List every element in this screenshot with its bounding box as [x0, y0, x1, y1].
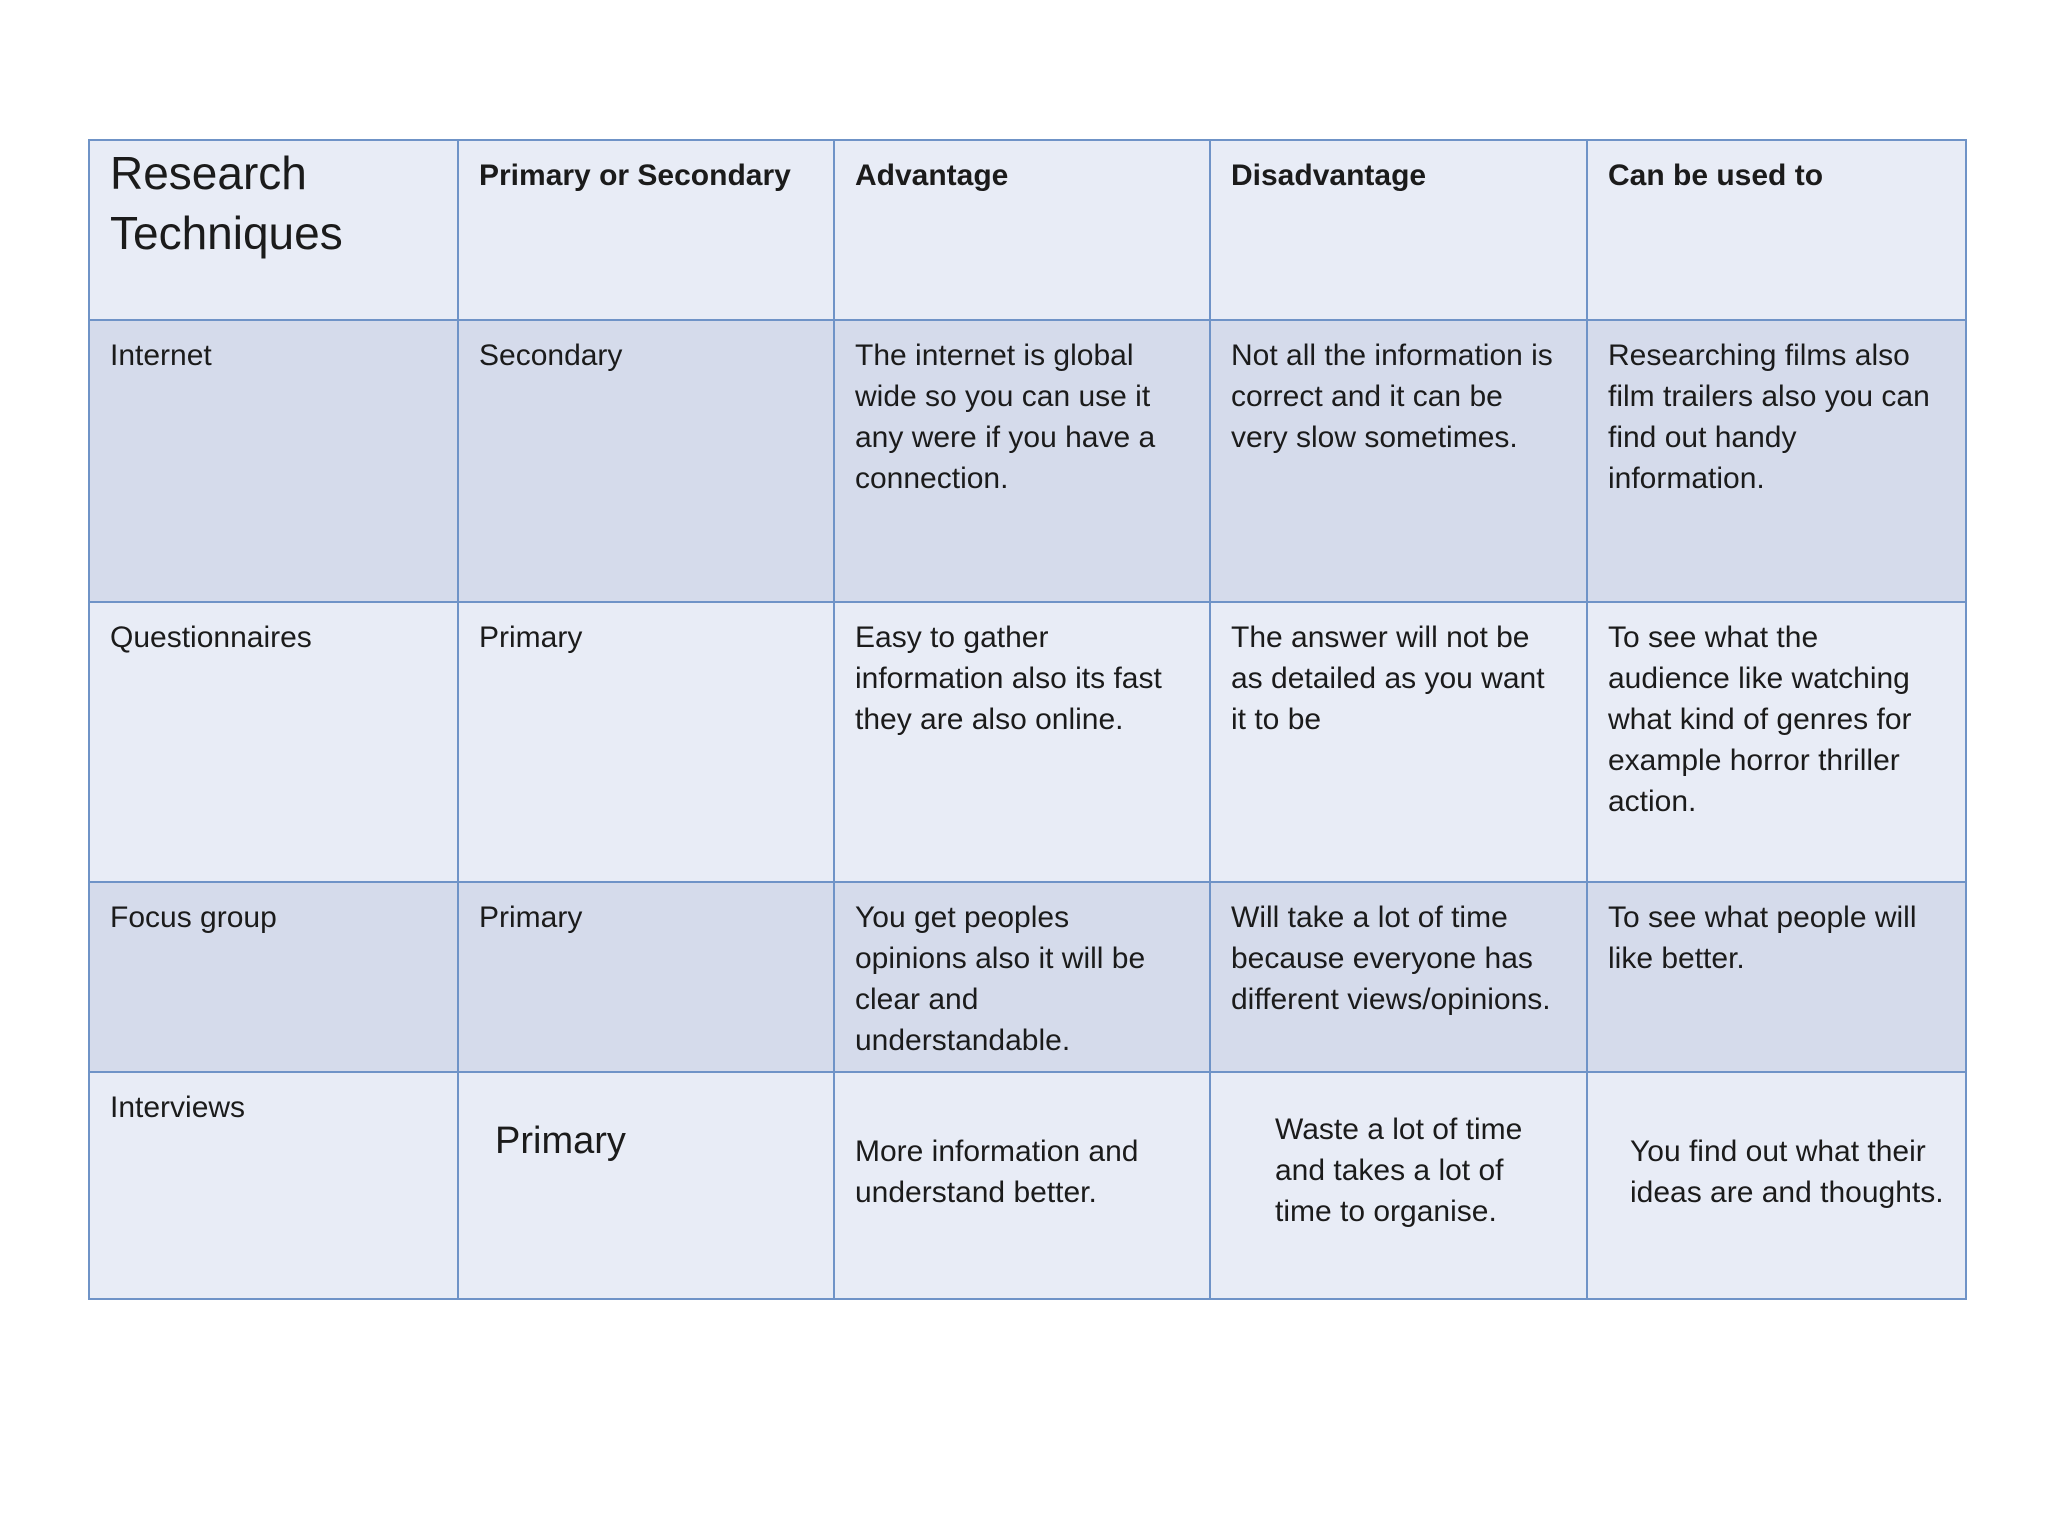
- technique-cell: Interviews: [89, 1072, 458, 1299]
- advantage-cell: You get peoples opinions also it will be clear and understandable.: [834, 882, 1210, 1072]
- document-page: [88, 139, 1965, 1289]
- type-cell: Primary: [458, 602, 834, 882]
- use-cell: You find out what their ideas are and thoughts.: [1587, 1072, 1966, 1299]
- advantage-cell: The internet is global wide so you can use it any were if you have a connection.: [834, 320, 1210, 602]
- table-row: [89, 602, 1966, 882]
- header-disadvantage: Disadvantage: [1210, 140, 1587, 320]
- technique-cell: Internet: [89, 320, 458, 602]
- use-cell: To see what people will like better.: [1587, 882, 1966, 1072]
- table-row: [89, 882, 1966, 1072]
- header-research-techniques: Research Techniques: [89, 140, 458, 320]
- header-primary-or-secondary: Primary or Secondary: [458, 140, 834, 320]
- table-row: [89, 320, 1966, 602]
- disadvantage-cell: Not all the information is correct and it can be very slow sometimes.: [1210, 320, 1587, 602]
- header-can-be-used-to: Can be used to: [1587, 140, 1966, 320]
- table-row: [89, 1072, 1966, 1299]
- technique-cell: Focus group: [89, 882, 458, 1072]
- use-cell: Researching films also film trailers also you can find out handy information.: [1587, 320, 1966, 602]
- header-advantage: Advantage: [834, 140, 1210, 320]
- type-cell: Primary: [458, 882, 834, 1072]
- disadvantage-cell: The answer will not be as detailed as you want it to be: [1210, 602, 1587, 882]
- type-cell: Primary: [458, 1072, 834, 1299]
- use-cell: To see what the audience like watching what kind of genres for example horror thriller action.: [1587, 602, 1966, 882]
- advantage-cell: More information and understand better.: [834, 1072, 1210, 1299]
- disadvantage-cell: Waste a lot of time and takes a lot of time to organise.: [1210, 1072, 1587, 1299]
- technique-cell: Questionnaires: [89, 602, 458, 882]
- type-cell: Secondary: [458, 320, 834, 602]
- table-header-row: [89, 140, 1966, 320]
- disadvantage-cell: Will take a lot of time because everyone has different views/opinions.: [1210, 882, 1587, 1072]
- research-techniques-table: [88, 139, 1967, 1300]
- advantage-cell: Easy to gather information also its fast they are also online.: [834, 602, 1210, 882]
